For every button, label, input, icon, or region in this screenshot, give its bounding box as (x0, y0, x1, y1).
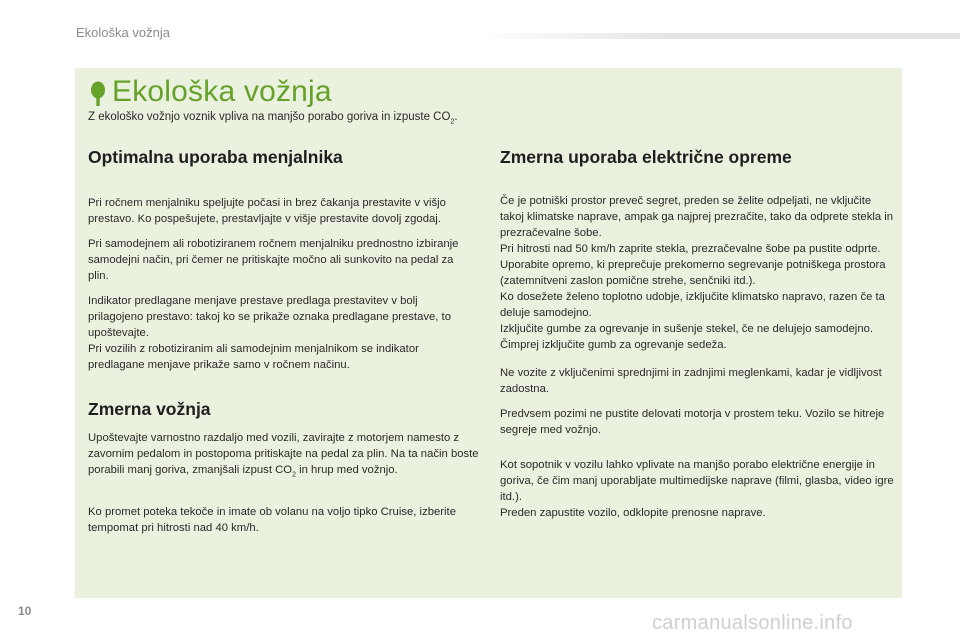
gearbox-paragraph-4: Pri vozilih z robotiziranim ali samodejnim menjalnikom se indikator predlagane menjave prikaže samo v ročnem načinu. (88, 343, 419, 371)
electrical-paragraph-idle: Predvsem pozimi ne pustite delovati motorja v prostem teku. Vozilo se hitreje segreje med vožnjo. (500, 408, 885, 436)
electrical-paragraph-fog-lights: Ne vozite z vključenimi sprednjimi in zadnjimi meglenkami, kadar je vidljivost zadostna. (500, 367, 882, 395)
electrical-line-4: Ko dosežete želeno toplotno udobje, izključite klimatsko napravo, razen če ta deluje samodejno. (500, 291, 885, 319)
page-number: 10 (18, 604, 32, 618)
electrical-section-text (500, 193, 895, 521)
electrical-line-6: Čimprej izključite gumb za ogrevanje sedeža. (500, 339, 727, 351)
driving-paragraph-1: Upoštevajte varnostno razdaljo med vozili, zavirajte z motorjem namesto z zavornim pedalom in postopoma pritiskajte na pedal za plin. Na ta način boste porabili manj goriva, zmanjšali izpust $CO_2$ in hrup med vožnjo. (88, 432, 479, 479)
header-title: Ekološka vožnja (76, 25, 170, 40)
section-heading-electrical: Zmerna uporaba električne opreme (500, 147, 792, 167)
watermark: carmanualsonline.info (652, 612, 853, 634)
electrical-block-1 (500, 193, 895, 353)
tree-icon (88, 81, 108, 107)
electrical-line-3: Uporabite opremo, ki preprečuje prekomerno segrevanje potniškega prostora (zatemnitveni zaslon pomične strehe, senčniki itd.). (500, 259, 886, 287)
gearbox-paragraph-2: Pri samodejnem ali robotiziranem ročnem menjalniku prednostno izbiranje samodejni način, pri čemer ne pritiskajte močno ali sunkovito na pedal za plin. (88, 238, 459, 282)
section-heading-driving: Zmerna vožnja (88, 399, 211, 419)
page-title: Ekološka vožnja (112, 75, 332, 108)
gearbox-paragraph-1: Pri ročnem menjalniku speljujte počasi in brez čakanja prestavite v višjo prestavo. Ko pospešujete, prestavljajte v višje prestavite dovolj zgodaj. (88, 197, 446, 225)
section-heading-gearbox: Optimalna uporaba menjalnika (88, 147, 343, 167)
intro-text: Z ekološko vožnjo voznik vpliva na manjšo porabo goriva in izpuste $CO_2$. (88, 111, 458, 126)
gearbox-section-text (88, 195, 473, 373)
electrical-line-5: Izključite gumbe za ogrevanje in sušenje stekel, če ne delujejo samodejno. (500, 323, 874, 335)
electrical-paragraph-passenger: Kot sopotnik v vozilu lahko vplivate na manjšo porabo električne energije in goriva, če čim manj uporabljate multimedijske naprave (filmi, glasba, video igre itd.). (500, 459, 894, 503)
gearbox-paragraph-3: Indikator predlagane menjave prestave predlaga prestavitev v bolj prilagojeno prestavo: takoj ko se prikaže oznaka predlagane prestave, to upoštevajte. (88, 295, 451, 339)
electrical-line-1: Če je potniški prostor preveč segret, preden se želite odpeljati, ne vključite takoj klimatske naprave, ampak ga najprej prezračite, tako da odprete stekla in prezračevalne šobe. (500, 195, 894, 239)
driving-section-text (88, 430, 483, 536)
driving-paragraph-2: Ko promet poteka tekoče in imate ob volanu na voljo tipko Cruise, izberite tempomat pri hitrosti nad 40 km/h. (88, 506, 456, 535)
electrical-paragraph-devices: Preden zapustite vozilo, odklopite prenosne naprave. (500, 507, 766, 519)
header-rule (480, 33, 960, 39)
electrical-line-2: Pri hitrosti nad 50 km/h zaprite stekla, prezračevalne šobe pa pustite odprte. (500, 243, 881, 255)
